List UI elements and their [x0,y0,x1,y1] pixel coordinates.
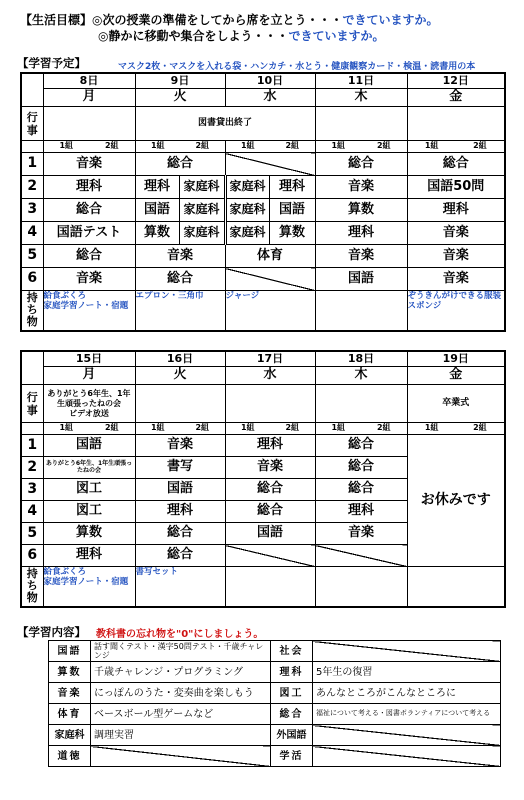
weekday-cell: 金 [407,89,505,107]
lesson-cell: 音楽 [225,457,315,479]
weekday-cell: 木 [315,89,407,107]
goal-2-check: できていますか。 [288,29,385,43]
learning-content-table [48,640,501,767]
items-thu [315,567,407,607]
date-cell: 18日 [315,351,407,367]
weekday-cell: 木 [315,367,407,385]
goal-line-2 [20,28,439,44]
subject-label: 体育 [49,704,91,725]
subject-label: 家庭科 [49,725,91,746]
subject-label: 学活 [271,746,313,767]
event-fri [407,107,505,141]
lesson-cell: 国語テスト [43,222,135,245]
lesson-cell: 音楽 [407,245,505,268]
event-wed [225,385,315,423]
lesson-cell: 総合 [135,268,225,291]
lesson-cell: 総合 [225,479,315,501]
class-labels: 1組 2組 [407,141,505,153]
items-wed: ジャージ [225,291,315,331]
class-labels: 1組 2組 [315,423,407,435]
empty-slot [225,153,315,176]
date-cell: 11日 [315,73,407,89]
lesson-cell: 総合 [135,523,225,545]
lesson-cell: 総合 [315,457,407,479]
lesson-cell: 図工 [43,501,135,523]
items-row-label: 持 ち 物 [21,291,43,331]
class-labels: 1組 2組 [407,423,505,435]
event-thu [315,107,407,141]
period-number: 2 [21,176,43,199]
subject-label: 総合 [271,704,313,725]
date-cell: 8日 [43,73,135,89]
lesson-cell: 理科 [269,176,315,199]
subject-content: 5年生の復習 [313,662,501,683]
weekday-cell: 水 [225,367,315,385]
period-number: 6 [21,268,43,291]
event-fri: 卒業式 [407,385,505,423]
event-tue [135,385,225,423]
lesson-cell: 算数 [43,523,135,545]
date-cell: 15日 [43,351,135,367]
items-thu [315,291,407,331]
lesson-cell: 理科 [315,501,407,523]
lesson-cell: 総合 [315,435,407,457]
items-tue: 書写セット [135,567,225,607]
event-tue-wed: 図書貸出終了 [135,107,315,141]
lesson-cell: 音楽 [43,268,135,291]
schedule-heading: 【学習予定】 [17,56,86,70]
subject-content: ベースボール型ゲームなど [91,704,271,725]
lesson-cell: 理科 [407,199,505,222]
date-cell: 10日 [225,73,315,89]
class-labels: 1組 2組 [135,141,225,153]
subject-label: 国語 [49,641,91,662]
items-wed [225,567,315,607]
lesson-cell: 国語 [135,199,179,222]
lesson-cell: 家庭科 [225,199,269,222]
lesson-cell: 国語 [225,523,315,545]
lesson-cell: 音楽 [135,435,225,457]
period-number: 5 [21,245,43,268]
date-cell: 12日 [407,73,505,89]
lesson-cell: 理科 [135,501,225,523]
lesson-cell: 音楽 [43,153,135,176]
subject-content: にっぽんのうた・変奏曲を楽しもう [91,683,271,704]
empty-slot [225,545,315,567]
goal-1-text: ◎次の授業の準備をしてから席を立とう・・・ [92,13,343,27]
content-heading: 【学習内容】 [17,625,86,639]
lesson-cell: 理科 [43,545,135,567]
period-number: 5 [21,523,43,545]
lesson-cell: 総合 [225,501,315,523]
weekday-cell: 月 [43,367,135,385]
lesson-cell: 算数 [135,222,179,245]
event-row-label: 行 事 [21,107,43,141]
lesson-cell: 理科 [225,435,315,457]
subject-content: 福祉について考える・図書ボランティアについて考える [313,704,501,725]
class-labels: 1組 2組 [225,141,315,153]
weekday-cell: 月 [43,89,135,107]
event-row-label: 行 事 [21,385,43,423]
corner-cell [21,351,43,385]
weekday-cell: 水 [225,89,315,107]
schedule-week-2 [20,350,506,608]
subject-content: あんなところがこんなところに [313,683,501,704]
goal-line-1 [20,12,439,28]
period-number: 2 [21,457,43,479]
items-tue: エプロン・三角巾 [135,291,225,331]
items-mon: 給食ぶくろ 家庭学習ノート・宿題 [43,567,135,607]
class-labels: 1組 2組 [315,141,407,153]
empty-slot [225,268,315,291]
lesson-cell: 音楽 [407,222,505,245]
date-cell: 17日 [225,351,315,367]
lesson-cell: 家庭科 [179,176,225,199]
lesson-cell: 体育 [225,245,315,268]
corner-cell [21,73,43,107]
subject-content: 調理実習 [91,725,271,746]
event-mon [43,107,135,141]
items-note: マスク2枚・マスクを入れる袋・ハンカチ・水とう・健康観察カード・検温・読書用の本 [118,62,476,72]
subject-label: 道徳 [49,746,91,767]
lesson-cell: 書写 [135,457,225,479]
goals-label: 【生活目標】 [20,13,93,27]
lesson-cell: ありがとう6年生、1年生頑張ったねの会 [43,457,135,479]
subject-label: 算数 [49,662,91,683]
holiday-cell: お休みです [407,435,505,567]
empty-slot [315,545,407,567]
lesson-cell: 音楽 [315,176,407,199]
period-number: 4 [21,501,43,523]
lesson-cell: 音楽 [407,268,505,291]
period-number: 3 [21,479,43,501]
date-cell: 16日 [135,351,225,367]
subject-label: 理科 [271,662,313,683]
lesson-cell: 総合 [135,153,225,176]
lesson-cell: 算数 [315,199,407,222]
event-thu [315,385,407,423]
class-labels: 1組 2組 [43,423,135,435]
lesson-cell: 理科 [315,222,407,245]
lesson-cell: 音楽 [315,523,407,545]
lesson-cell: 家庭科 [179,222,225,245]
weekday-cell: 金 [407,367,505,385]
lesson-cell: 総合 [43,245,135,268]
lesson-cell: 理科 [43,176,135,199]
date-cell: 19日 [407,351,505,367]
content-note: 教科書の忘れ物を"0"にしましょう。 [96,629,264,640]
items-fri [407,567,505,607]
event-mon: ありがとう6年生、1年 生頑張ったねの会 ビデオ放送 [43,385,135,423]
empty-content [313,725,501,746]
lesson-cell: 国語50問 [407,176,505,199]
subject-label: 図工 [271,683,313,704]
goal-2-text: ◎静かに移動や集合をしよう・・・ [98,29,289,43]
weekday-cell: 火 [135,89,225,107]
lesson-cell: 理科 [135,176,179,199]
lesson-cell: 国語 [269,199,315,222]
subject-content: 千歳チャレンジ・プログラミング [91,662,271,683]
lesson-cell: 家庭科 [179,199,225,222]
items-mon: 給食ぶくろ 家庭学習ノート・宿題 [43,291,135,331]
lesson-cell: 家庭科 [225,222,269,245]
lesson-cell: 家庭科 [225,176,269,199]
lesson-cell: 図工 [43,479,135,501]
lesson-cell: 音楽 [135,245,225,268]
lesson-cell: 総合 [315,153,407,176]
period-number: 1 [21,435,43,457]
empty-content [313,641,501,662]
lesson-cell: 算数 [269,222,315,245]
lesson-cell: 総合 [135,545,225,567]
lesson-cell: 総合 [43,199,135,222]
lesson-cell: 国語 [135,479,225,501]
subject-content: 話す聞くテスト・漢字50問テスト・千歳チャレンジ [91,641,271,662]
lesson-cell: 音楽 [315,245,407,268]
period-number: 4 [21,222,43,245]
lesson-cell: 国語 [315,268,407,291]
weekday-cell: 火 [135,367,225,385]
items-fri: ぞうきんがけできる服装 スポンジ [407,291,505,331]
lesson-cell: 総合 [315,479,407,501]
lesson-cell: 国語 [43,435,135,457]
items-row-label: 持 ち 物 [21,567,43,607]
schedule-week-1 [20,72,506,332]
empty-content [313,746,501,767]
empty-content [91,746,271,767]
subject-label: 外国語 [271,725,313,746]
subject-label: 音楽 [49,683,91,704]
goal-1-check: できていますか。 [342,13,439,27]
class-labels: 1組 2組 [135,423,225,435]
life-goals [20,12,439,44]
class-labels: 1組 2組 [225,423,315,435]
class-labels: 1組 2組 [43,141,135,153]
period-number: 1 [21,153,43,176]
lesson-cell: 総合 [407,153,505,176]
subject-label: 社会 [271,641,313,662]
date-cell: 9日 [135,73,225,89]
period-number: 6 [21,545,43,567]
period-number: 3 [21,199,43,222]
